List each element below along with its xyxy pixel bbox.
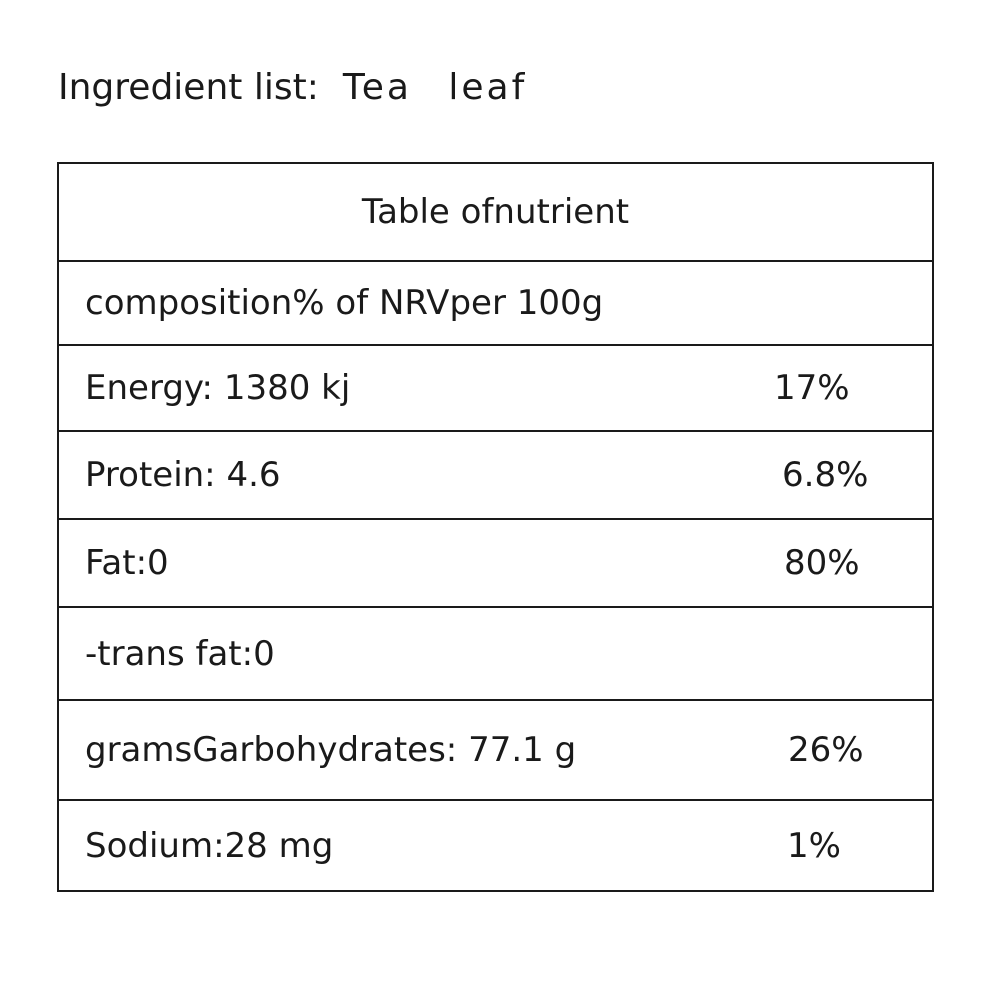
table-subheader-row (59, 262, 932, 346)
nrv-value: 80% (784, 543, 860, 583)
ingredient-list (58, 62, 527, 114)
table-row (59, 520, 932, 608)
nutrient-label: Fat:0 (85, 543, 169, 583)
table-row (59, 608, 932, 701)
nrv-value: 26% (788, 730, 864, 770)
nutrient-label: gramsGarbohydrates: 77.1 g (85, 730, 577, 770)
ingredient-list-label: Ingredient list: (58, 67, 319, 108)
table-subheader: composition% of NRVper 100g (85, 283, 604, 323)
nutrient-label: -trans fat:0 (85, 633, 275, 674)
nrv-value: 1% (787, 825, 841, 866)
table-row (59, 701, 932, 801)
nutrient-label: Energy: 1380 kj (85, 368, 351, 408)
table-row (59, 432, 932, 520)
nutrient-label: Sodium:28 mg (85, 825, 334, 866)
table-title: Table ofnutrient (361, 192, 630, 232)
table-row (59, 801, 932, 890)
table-row (59, 346, 932, 432)
nutrient-label: Protein: 4.6 (85, 455, 281, 495)
nrv-value: 6.8% (782, 455, 869, 495)
table-title-row (59, 164, 932, 262)
ingredient-list-value: Tea leaf (342, 67, 528, 108)
nrv-value: 17% (774, 368, 850, 408)
nutrient-table (57, 162, 934, 892)
